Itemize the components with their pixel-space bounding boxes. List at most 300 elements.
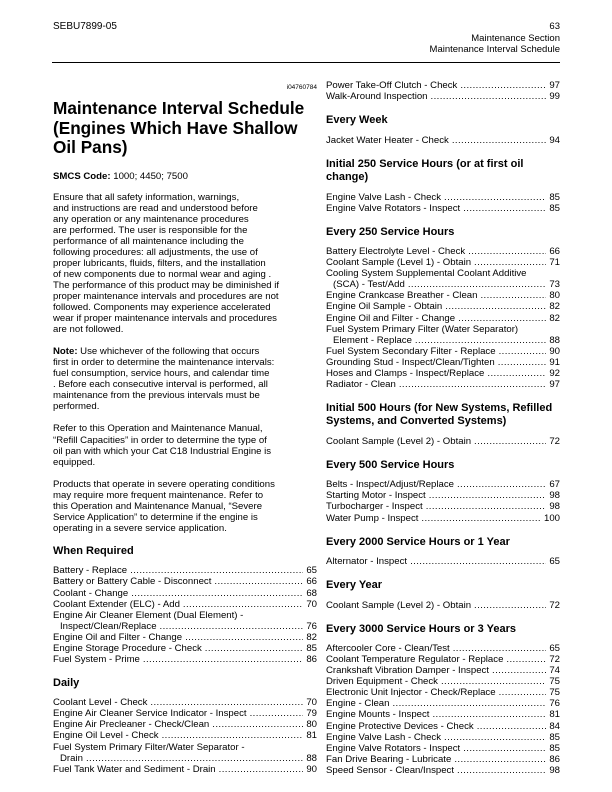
entry-row: [326, 513, 560, 524]
entry-row: [326, 754, 560, 765]
entry-page-number: 65: [306, 565, 317, 577]
dot-leader: [441, 676, 546, 687]
schedule-entry: [326, 490, 560, 501]
entry-label: Coolant Sample (Level 2) - Obtain: [326, 599, 472, 611]
paragraph-line: followed. Components may experience accelerated: [53, 302, 271, 314]
section-heading: Every 3000 Service Hours or 3 Years: [326, 622, 516, 635]
schedule-entry: [326, 313, 560, 324]
entry-row: [326, 368, 560, 379]
dot-leader: [487, 368, 546, 379]
entry-label: Coolant Level - Check: [53, 697, 148, 709]
dot-leader: [474, 257, 546, 268]
schedule-entry: [326, 91, 560, 102]
entry-page-number: 80: [549, 290, 560, 302]
schedule-entry: [326, 357, 560, 368]
paragraph-line: equipped.: [53, 456, 96, 468]
dot-leader: [444, 192, 546, 203]
note-text: . Before each consecutive interval is performed, all: [53, 379, 268, 391]
note-text: first in order to determine the maintenance intervals:: [53, 357, 275, 369]
entry-row: [326, 290, 560, 301]
entry-label: Engine Oil and Filter - Change: [326, 312, 456, 324]
schedule-entry: [53, 610, 317, 632]
note-text: fuel consumption, service hours, and calendar time: [53, 368, 270, 380]
dot-leader: [214, 576, 303, 587]
entry-page-number: 86: [306, 653, 317, 665]
entry-row: [326, 313, 560, 324]
entry-page-number: 65: [549, 643, 560, 655]
entry-page-number: 75: [549, 676, 560, 688]
paragraph-line: this Operation and Maintenance Manual, “Severe: [53, 500, 263, 512]
dot-leader: [160, 621, 304, 632]
paragraph-line: [53, 379, 317, 390]
entry-label: Fan Drive Bearing - Lubricate: [326, 753, 452, 765]
entry-page-number: 68: [306, 587, 317, 599]
schedule-entry: [326, 687, 560, 698]
schedule-entry: [53, 632, 317, 643]
schedule-entry: [326, 732, 560, 743]
dot-leader: [130, 565, 303, 576]
dot-leader: [183, 599, 303, 610]
entry-row: [326, 556, 560, 567]
schedule-entry: [326, 479, 560, 490]
dot-leader: [454, 754, 546, 765]
schedule-entry: [326, 665, 560, 676]
schedule-entry: [326, 743, 560, 754]
entry-row: [326, 643, 560, 654]
dot-leader: [392, 698, 546, 709]
dot-leader: [468, 246, 546, 257]
section-name: Maintenance Section: [471, 32, 560, 44]
entry-row: [326, 301, 560, 312]
schedule-entry: [53, 708, 317, 719]
entry-page-number: 88: [549, 334, 560, 346]
schedule-entry: [53, 599, 317, 610]
entry-page-number: 76: [549, 698, 560, 710]
paragraph-line: performance of all maintenance including the: [53, 235, 244, 247]
entry-page-number: 92: [549, 367, 560, 379]
entry-label: Engine Oil Level - Check: [53, 730, 159, 742]
entry-row: [53, 621, 317, 632]
dot-leader: [415, 335, 546, 346]
entry-label: Coolant Temperature Regulator - Replace: [326, 654, 504, 666]
schedule-entry: [326, 324, 560, 346]
section-heading: Every 2000 Service Hours or 1 Year: [326, 535, 510, 548]
entry-label: Fuel System Primary Filter (Water Separator): [326, 323, 519, 335]
entry-row: [326, 709, 560, 720]
entry-row: [326, 246, 560, 257]
entry-row: [53, 708, 317, 719]
schedule-entry: [326, 368, 560, 379]
entry-page-number: 84: [549, 720, 560, 732]
dot-leader: [480, 290, 546, 301]
paragraph-line: Ensure that all safety information, warnings,: [53, 191, 240, 203]
entry-row: [53, 753, 317, 764]
schedule-entry: [326, 135, 560, 146]
entry-row: [326, 687, 560, 698]
entry-row: [326, 743, 560, 754]
entry-label-continued: (SCA) - Test/Add: [333, 279, 405, 291]
entry-page-number: 85: [549, 202, 560, 214]
section-heading: Every 500 Service Hours: [326, 458, 455, 471]
entry-label: Belts - Inspect/Adjust/Replace: [326, 479, 454, 491]
interval-section: [53, 677, 317, 775]
dot-leader: [457, 479, 546, 490]
intro-paragraph: [53, 192, 317, 336]
smcs-value: 1000; 4450; 7500: [110, 170, 188, 182]
entry-label: Engine Mounts - Inspect: [326, 709, 430, 721]
dot-leader: [452, 135, 547, 146]
entry-label: Engine Storage Procedure - Check: [53, 642, 202, 654]
entry-page-number: 81: [306, 730, 317, 742]
paragraph-line: The performance of this product may be diminished if: [53, 279, 280, 291]
entry-row: [53, 588, 317, 599]
note-label: Note:: [53, 346, 78, 358]
entry-page-number: 98: [549, 501, 560, 513]
entry-row: [326, 721, 560, 732]
dot-leader: [410, 556, 546, 567]
interval-section: [53, 545, 317, 665]
entry-label: Engine Valve Rotators - Inspect: [326, 742, 461, 754]
entry-row: [326, 91, 560, 102]
schedule-entry: [326, 754, 560, 765]
schedule-entry: [326, 246, 560, 257]
entry-page-number: 72: [549, 654, 560, 666]
dot-leader: [432, 709, 546, 720]
schedule-entry: [53, 730, 317, 741]
schedule-entry: [53, 588, 317, 599]
entry-page-number: 85: [306, 642, 317, 654]
entry-row: [53, 697, 317, 708]
dot-leader: [506, 654, 546, 665]
page-number: 63: [549, 21, 560, 32]
entry-page-number: 98: [549, 764, 560, 776]
entry-page-number: 70: [306, 598, 317, 610]
entry-page-number: 74: [549, 665, 560, 677]
paragraph-line: proper lubricants, fluids, filters, and the installation: [53, 257, 266, 269]
entry-label: Engine Air Precleaner - Check/Clean: [53, 719, 210, 731]
entry-row: [326, 279, 560, 290]
entry-page-number: 82: [306, 631, 317, 643]
entry-row: [326, 436, 560, 447]
dot-leader: [474, 600, 546, 611]
entry-page-number: 72: [549, 435, 560, 447]
entry-page-number: 71: [549, 257, 560, 269]
title-line: Oil Pans): [53, 137, 128, 158]
paragraph-line: Products that operate in severe operating conditions: [53, 478, 275, 490]
entry-row: [326, 257, 560, 268]
dot-leader: [431, 91, 547, 102]
entry-row: [326, 357, 560, 368]
entry-row: [326, 379, 560, 390]
entry-row: [53, 654, 317, 665]
interval-section: [326, 402, 560, 447]
title-line: Maintenance Interval Schedule: [53, 98, 305, 119]
document-id: i04760784: [286, 84, 317, 91]
paragraph-line: any operation or any maintenance procedures: [53, 213, 249, 225]
dot-leader: [162, 730, 304, 741]
paragraph-line: proper maintenance intervals and procedures are not: [53, 291, 279, 303]
interval-section: [326, 623, 560, 776]
entry-page-number: 91: [549, 356, 560, 368]
entry-label: Fuel System Secondary Filter - Replace: [326, 345, 496, 357]
entry-page-number: 66: [306, 576, 317, 588]
schedule-entry: [326, 709, 560, 720]
entry-row: [326, 665, 560, 676]
paragraph-line: [53, 346, 317, 357]
schedule-entry: [326, 80, 560, 91]
entry-row: [326, 676, 560, 687]
entry-label: Electronic Unit Injector - Check/Replace: [326, 687, 496, 699]
entry-label: Power Take-Off Clutch - Check: [326, 80, 458, 91]
entry-label: Hoses and Clamps - Inspect/Replace: [326, 367, 485, 379]
dot-leader: [250, 708, 304, 719]
schedule-entry: [326, 301, 560, 312]
entry-label: Fuel System Primary Filter/Water Separator -: [53, 741, 245, 753]
entry-row: [326, 80, 560, 91]
entry-row: [53, 632, 317, 643]
entry-label: Walk-Around Inspection: [326, 91, 428, 103]
schedule-entry: [326, 676, 560, 687]
section-heading: Every Week: [326, 114, 388, 127]
entry-page-number: 82: [549, 301, 560, 313]
entry-page-number: 75: [549, 687, 560, 699]
entry-row: [326, 698, 560, 709]
schedule-entry: [326, 556, 560, 567]
paragraph-line: oil pan with which your Cat C18 Industrial Engine is: [53, 445, 272, 457]
schedule-entry: [326, 600, 560, 611]
smcs-label: SMCS Code:: [53, 170, 111, 182]
entry-row: [326, 501, 560, 512]
dot-leader: [477, 721, 547, 732]
right-column: [326, 80, 560, 776]
entry-row: [326, 654, 560, 665]
entry-page-number: 82: [549, 312, 560, 324]
dot-leader: [219, 764, 304, 775]
schedule-entry: [326, 192, 560, 203]
note-text: performed.: [53, 401, 100, 413]
interval-section: [326, 226, 560, 390]
entry-row: [326, 732, 560, 743]
entry-page-number: 98: [549, 490, 560, 502]
paragraph-line: Refer to this Operation and Maintenance Manual,: [53, 423, 263, 435]
entry-label-continued: Element - Replace: [333, 334, 412, 346]
schedule-entry: [53, 565, 317, 576]
entry-label: Fuel System - Prime: [53, 653, 140, 665]
section-heading: When Required: [53, 544, 134, 557]
dot-leader: [421, 513, 541, 524]
refill-paragraph: [53, 423, 317, 467]
entry-label: Coolant Sample (Level 2) - Obtain: [326, 435, 472, 447]
paragraph-line: are not followed.: [53, 324, 124, 336]
document-number: SEBU7899-05: [53, 21, 117, 32]
paragraph-line: [53, 401, 317, 412]
schedule-entry: [53, 742, 317, 764]
entry-page-number: 97: [549, 378, 560, 390]
smcs-code: [53, 171, 317, 182]
interval-section: [326, 536, 560, 568]
entry-page-number: 73: [549, 279, 560, 291]
entry-page-number: 85: [549, 191, 560, 203]
entry-page-number: 76: [306, 620, 317, 632]
entry-label: Cooling System Supplemental Coolant Additive: [326, 268, 527, 280]
dot-leader: [212, 719, 303, 730]
entry-page-number: 65: [549, 556, 560, 568]
entry-label: Fuel Tank Water and Sediment - Drain: [53, 763, 216, 775]
entry-row: [326, 490, 560, 501]
entry-page-number: 81: [549, 709, 560, 721]
paragraph-line: wear if proper maintenance intervals and procedures: [53, 313, 277, 325]
interval-section: [326, 80, 560, 102]
entry-label: Jacket Water Heater - Check: [326, 134, 449, 146]
title-line: (Engines Which Have Shallow: [53, 117, 298, 138]
dot-leader: [499, 687, 547, 698]
section-heading: Initial 250 Service Hours (or at first oil change): [326, 157, 524, 184]
paragraph-line: [53, 390, 317, 401]
entry-page-number: 72: [549, 599, 560, 611]
section-heading: Every 250 Service Hours: [326, 225, 455, 238]
schedule-entry: [326, 765, 560, 776]
section-heading: Initial 500 Hours (for New Systems, Refilled Systems, and Converted Systems): [326, 401, 553, 428]
dot-leader: [463, 203, 546, 214]
entry-page-number: 94: [549, 134, 560, 146]
entry-label: Driven Equipment - Check: [326, 676, 438, 688]
entry-label: Engine Oil and Filter - Change: [53, 631, 183, 643]
note-text: Use whichever of the following that occurs: [77, 346, 260, 358]
schedule-entry: [326, 203, 560, 214]
entry-page-number: 86: [549, 753, 560, 765]
dot-leader: [499, 346, 547, 357]
interval-section: [326, 158, 560, 214]
dot-leader: [453, 643, 547, 654]
schedule-entry: [53, 697, 317, 708]
entry-page-number: 85: [549, 742, 560, 754]
schedule-entry: [326, 346, 560, 357]
entry-row: [326, 192, 560, 203]
dot-leader: [445, 301, 546, 312]
paragraph-line: [53, 357, 317, 368]
entry-row: [53, 599, 317, 610]
interval-section: [326, 459, 560, 524]
entry-label: Engine Air Cleaner Element (Dual Element) -: [53, 609, 244, 621]
severe-service-paragraph: [53, 479, 317, 534]
schedule-entry: [53, 719, 317, 730]
entry-page-number: 67: [549, 479, 560, 491]
dot-leader: [399, 379, 546, 390]
entry-page-number: 97: [549, 80, 560, 91]
dot-leader: [131, 588, 303, 599]
entry-label-continued: Inspect/Clean/Replace: [60, 620, 157, 632]
entry-page-number: 88: [306, 752, 317, 764]
entry-row: [53, 764, 317, 775]
entry-page-number: 66: [549, 246, 560, 258]
paragraph-line: following procedures: all adjustments, the use of: [53, 246, 258, 258]
entry-label: Aftercooler Core - Clean/Test: [326, 643, 450, 655]
entry-page-number: 79: [306, 708, 317, 720]
entry-row: [326, 135, 560, 146]
entry-page-number: 80: [306, 719, 317, 731]
schedule-entry: [326, 379, 560, 390]
entry-row: [53, 565, 317, 576]
entry-label: Starting Motor - Inspect: [326, 490, 426, 502]
schedule-entry: [326, 290, 560, 301]
entry-page-number: 90: [549, 345, 560, 357]
schedule-entry: [53, 764, 317, 775]
paragraph-line: “Refill Capacities” in order to determine the type of: [53, 434, 267, 446]
right-interval-sections: [326, 80, 560, 776]
schedule-entry: [53, 643, 317, 654]
schedule-entry: [326, 501, 560, 512]
dot-leader: [444, 732, 546, 743]
entry-page-number: 100: [543, 512, 560, 524]
schedule-entry: [53, 654, 317, 665]
entry-page-number: 85: [549, 731, 560, 743]
entry-label: Speed Sensor - Clean/Inspect: [326, 764, 454, 776]
note-paragraph: [53, 346, 317, 412]
left-column: [53, 82, 317, 775]
entry-page-number: 90: [306, 763, 317, 775]
header-rule: [52, 62, 560, 63]
entry-row: [53, 576, 317, 587]
paragraph-line: may require more frequent maintenance. Refer to: [53, 489, 264, 501]
entry-page-number: 70: [306, 697, 317, 709]
schedule-entry: [53, 576, 317, 587]
schedule-entry: [326, 257, 560, 268]
running-header: [430, 21, 560, 56]
page-title: [53, 99, 317, 158]
dot-leader: [205, 643, 304, 654]
dot-leader: [408, 279, 547, 290]
entry-label: Coolant - Change: [53, 587, 129, 599]
entry-page-number: 99: [549, 91, 560, 103]
paragraph-line: Service Application” to determine if the engine is: [53, 511, 258, 523]
left-interval-sections: [53, 545, 317, 775]
entry-label: Engine Oil Sample - Obtain: [326, 301, 443, 313]
schedule-entry: [326, 643, 560, 654]
paragraph-line: operating in a severe service application.: [53, 522, 227, 534]
entry-label: Radiator - Clean: [326, 378, 396, 390]
dot-leader: [457, 765, 546, 776]
entry-label: Coolant Sample (Level 1) - Obtain: [326, 257, 472, 269]
paragraph-line: [53, 368, 317, 379]
paragraph-line: are performed. The user is responsible for the: [53, 224, 248, 236]
dot-leader: [463, 743, 546, 754]
entry-row: [53, 730, 317, 741]
entry-row: [326, 346, 560, 357]
entry-label: Engine Crankcase Breather - Clean: [326, 290, 478, 302]
entry-row: [53, 643, 317, 654]
entry-label: Turbocharger - Inspect: [326, 501, 423, 513]
interval-section: [326, 114, 560, 146]
entry-label: Engine Air Cleaner Service Indicator - Inspect: [53, 708, 247, 720]
note-text: maintenance from the previous intervals must be: [53, 390, 260, 402]
subsection-name: Maintenance Interval Schedule: [429, 44, 560, 55]
dot-leader: [426, 501, 547, 512]
dot-leader: [458, 313, 546, 324]
entry-label: Crankshaft Vibration Damper - Inspect: [326, 665, 489, 677]
entry-row: [326, 203, 560, 214]
dot-leader: [429, 490, 547, 501]
entry-label: Battery Electrolyte Level - Check: [326, 246, 466, 258]
entry-row: [53, 719, 317, 730]
entry-label: Battery or Battery Cable - Disconnect: [53, 576, 212, 588]
entry-label-continued: Drain: [60, 752, 83, 764]
dot-leader: [143, 654, 303, 665]
dot-leader: [86, 753, 303, 764]
interval-section: [326, 579, 560, 611]
schedule-entry: [326, 698, 560, 709]
section-heading: Daily: [53, 676, 80, 689]
entry-label: Engine Valve Rotators - Inspect: [326, 202, 461, 214]
